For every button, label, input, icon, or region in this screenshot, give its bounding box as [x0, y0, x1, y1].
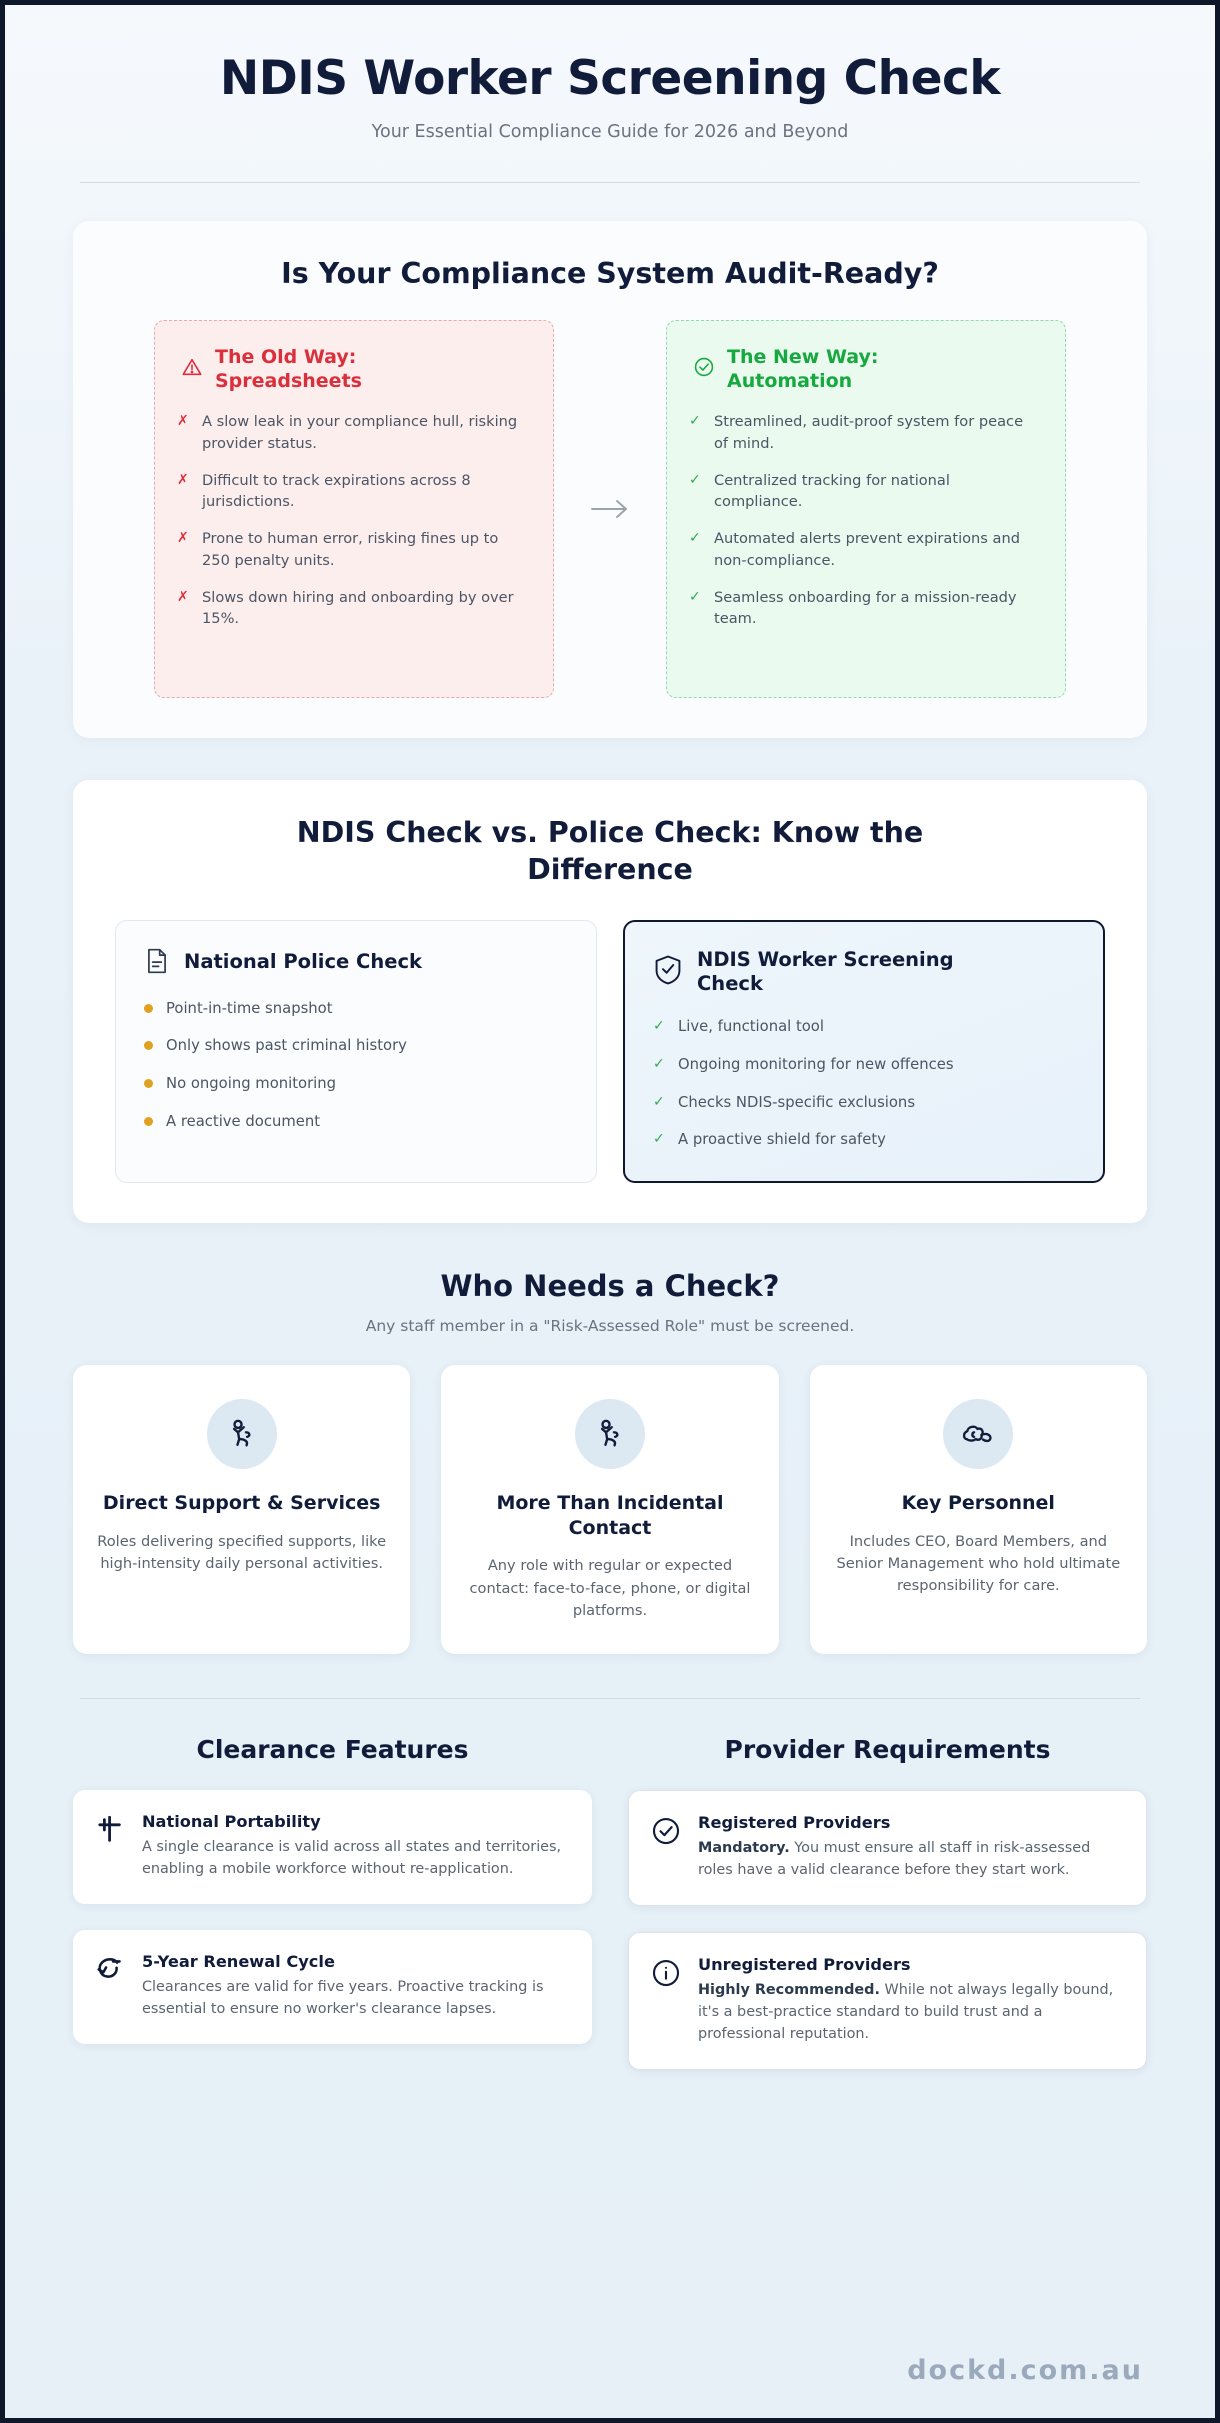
- provider-card-text: [698, 1837, 1122, 1881]
- provider-requirements-column: [628, 1735, 1147, 2096]
- old-way-title: The Old Way: Spreadsheets: [215, 345, 362, 392]
- map-pin-crosshair-icon: [95, 1812, 125, 1880]
- refresh-cycle-icon: [95, 1952, 125, 2020]
- list-item: [144, 1112, 568, 1133]
- site-watermark: dockd.com.au: [907, 2355, 1143, 2386]
- clearance-card-portability: [73, 1790, 592, 1904]
- list-item: [689, 470, 1039, 513]
- list-item: [144, 999, 568, 1020]
- list-item-text: Seamless onboarding for a mission-ready team.: [714, 589, 1017, 628]
- who-card-text: Includes CEO, Board Members, and Senior Management who hold ultimate responsibility for care.: [836, 1532, 1121, 1595]
- clearance-features-title: Clearance Features: [196, 1734, 469, 1764]
- page-title: NDIS Worker Screening Check: [219, 51, 1001, 106]
- police-check-list: [144, 999, 568, 1133]
- list-item: [689, 587, 1039, 630]
- old-way-list: [177, 411, 527, 629]
- check-marker-icon: ✓: [689, 589, 701, 606]
- list-item: [689, 411, 1039, 454]
- cross-marker-icon: ✗: [177, 530, 189, 547]
- list-item-text: A slow leak in your compliance hull, risking provider status.: [202, 413, 518, 452]
- accessibility-person-icon: [207, 1399, 277, 1469]
- check-marker-icon: ✓: [689, 413, 701, 430]
- list-item-text: Centralized tracking for national compliance.: [714, 471, 950, 511]
- document-icon: [144, 947, 170, 979]
- list-item: [177, 587, 527, 630]
- list-item: [653, 1055, 1075, 1076]
- list-item-text: Automated alerts prevent expirations and non-compliance.: [714, 530, 1021, 569]
- versus-section: [73, 780, 1147, 1223]
- clearance-card-title: National Portability: [142, 1811, 321, 1831]
- list-item-text: Streamlined, audit-proof system for peace of mind.: [714, 413, 1024, 452]
- clearance-card-text: A single clearance is valid across all states and territories, enabling a mobile workforce without re-application.: [142, 1838, 562, 1877]
- ndis-check-header: [653, 948, 1075, 998]
- audit-ready-title: Is Your Compliance System Audit-Ready?: [281, 256, 939, 290]
- list-item-text: A proactive shield for safety: [678, 1131, 886, 1149]
- ndis-check-title: NDIS Worker Screening Check: [697, 947, 954, 996]
- provider-card-lead: Mandatory.: [698, 1839, 790, 1856]
- bullet-dot-icon: [144, 1117, 153, 1126]
- who-needs-check-subtitle: Any staff member in a "Risk-Assessed Role" must be screened.: [365, 1317, 855, 1336]
- new-way-header: [689, 345, 1039, 394]
- new-way-list: [689, 411, 1039, 629]
- section-divider: [80, 1698, 1140, 1699]
- check-marker-icon: ✓: [653, 1055, 665, 1072]
- clearance-card-body: [142, 1952, 568, 2020]
- list-item: [653, 1017, 1075, 1038]
- check-marker-icon: ✓: [653, 1093, 665, 1110]
- clearance-card-body: [142, 1812, 568, 1880]
- police-check-header: [144, 947, 568, 979]
- who-card-key-personnel: [810, 1365, 1147, 1654]
- list-item-text: Slows down hiring and onboarding by over 15%.: [202, 589, 514, 628]
- police-check-title: National Police Check: [184, 950, 422, 974]
- check-marker-icon: ✓: [653, 1131, 665, 1148]
- clearance-card-renewal: [73, 1930, 592, 2044]
- who-card-direct-support: [73, 1365, 410, 1654]
- old-way-card: [154, 320, 554, 698]
- warning-triangle-icon: [181, 356, 203, 382]
- police-check-card: [115, 920, 597, 1183]
- new-way-card: [666, 320, 1066, 698]
- old-way-header: [177, 345, 527, 394]
- provider-card-title: Unregistered Providers: [698, 1954, 911, 1974]
- who-card-title: More Than Incidental Contact: [496, 1492, 724, 1539]
- cross-marker-icon: ✗: [177, 589, 189, 606]
- list-item: [144, 1074, 568, 1095]
- who-card-title: Direct Support & Services: [102, 1492, 381, 1515]
- list-item: [653, 1130, 1075, 1151]
- page-subtitle: Your Essential Compliance Guide for 2026 and Beyond: [371, 121, 849, 142]
- who-card-incidental-contact: [441, 1365, 778, 1654]
- list-item: [653, 1093, 1075, 1114]
- provider-card-body-text: You must ensure all staff in risk-assessed roles have a valid clearance before they start work.: [698, 1839, 1091, 1878]
- people-group-icon: [943, 1399, 1013, 1469]
- arrow-right-icon: [554, 496, 666, 522]
- list-item-text: Live, functional tool: [678, 1018, 824, 1036]
- provider-card-body-text: While not always legally bound, it's a best-practice standard to build trust and a professional reputation.: [698, 1981, 1114, 2043]
- bullet-dot-icon: [144, 1041, 153, 1050]
- bullet-dot-icon: [144, 1079, 153, 1088]
- check-circle-icon: [693, 356, 715, 382]
- ndis-check-card: [623, 920, 1105, 1183]
- check-marker-icon: ✓: [653, 1018, 665, 1035]
- shield-check-icon: [653, 954, 683, 990]
- who-needs-check-section: [5, 1269, 1215, 1654]
- header-divider: [80, 182, 1140, 183]
- list-item: [177, 411, 527, 454]
- list-item-text: No ongoing monitoring: [166, 1075, 337, 1093]
- list-item-text: Ongoing monitoring for new offences: [678, 1055, 954, 1073]
- check-marker-icon: ✓: [689, 530, 701, 547]
- list-item: [177, 470, 527, 513]
- list-item: [689, 528, 1039, 571]
- bottom-section: [5, 1735, 1215, 2096]
- who-needs-check-title: Who Needs a Check?: [440, 1269, 780, 1304]
- provider-card-lead: Highly Recommended.: [698, 1981, 880, 1998]
- audit-ready-section: [73, 221, 1147, 738]
- list-item-text: A reactive document: [166, 1112, 321, 1130]
- list-item-text: Prone to human error, risking fines up to 250 penalty units.: [202, 530, 499, 569]
- who-needs-check-cards: [73, 1365, 1147, 1654]
- provider-card-text: [698, 1979, 1122, 2045]
- versus-columns: [109, 920, 1111, 1183]
- cross-marker-icon: ✗: [177, 413, 189, 430]
- list-item: [177, 528, 527, 571]
- new-way-title: The New Way: Automation: [727, 345, 879, 392]
- list-item-text: Checks NDIS-specific exclusions: [678, 1093, 916, 1111]
- who-card-text: Roles delivering specified supports, like high-intensity daily personal activities.: [97, 1532, 387, 1572]
- clearance-card-title: 5-Year Renewal Cycle: [142, 1951, 335, 1971]
- bullet-dot-icon: [144, 1004, 153, 1013]
- versus-title: NDIS Check vs. Police Check: Know the Difference: [296, 815, 924, 886]
- provider-card-title: Registered Providers: [698, 1812, 891, 1832]
- header: [5, 5, 1215, 183]
- who-card-title: Key Personnel: [901, 1492, 1055, 1515]
- check-marker-icon: ✓: [689, 471, 701, 488]
- list-item-text: Point-in-time snapshot: [166, 999, 333, 1017]
- provider-card-body: [698, 1955, 1122, 2045]
- who-card-text: Any role with regular or expected contact: face-to-face, phone, or digital platforms.: [469, 1557, 751, 1619]
- infographic-page: [5, 5, 1215, 2418]
- clearance-card-text: Clearances are valid for five years. Proactive tracking is essential to ensure no worker's clearance lapses.: [142, 1978, 544, 2018]
- info-circle-icon: [651, 1955, 681, 2045]
- cross-marker-icon: ✗: [177, 471, 189, 488]
- provider-requirements-title: Provider Requirements: [724, 1734, 1051, 1764]
- provider-card-body: [698, 1813, 1122, 1881]
- audit-compare-columns: [117, 320, 1103, 698]
- accessibility-person-icon: [575, 1399, 645, 1469]
- provider-card-registered: [628, 1790, 1147, 1906]
- list-item: [144, 1036, 568, 1057]
- clearance-features-column: [73, 1735, 592, 2096]
- ndis-check-list: [653, 1017, 1075, 1151]
- check-circle-outline-icon: [651, 1813, 681, 1881]
- list-item-text: Difficult to track expirations across 8 jurisdictions.: [202, 471, 471, 511]
- list-item-text: Only shows past criminal history: [166, 1037, 407, 1055]
- provider-card-unregistered: [628, 1932, 1147, 2070]
